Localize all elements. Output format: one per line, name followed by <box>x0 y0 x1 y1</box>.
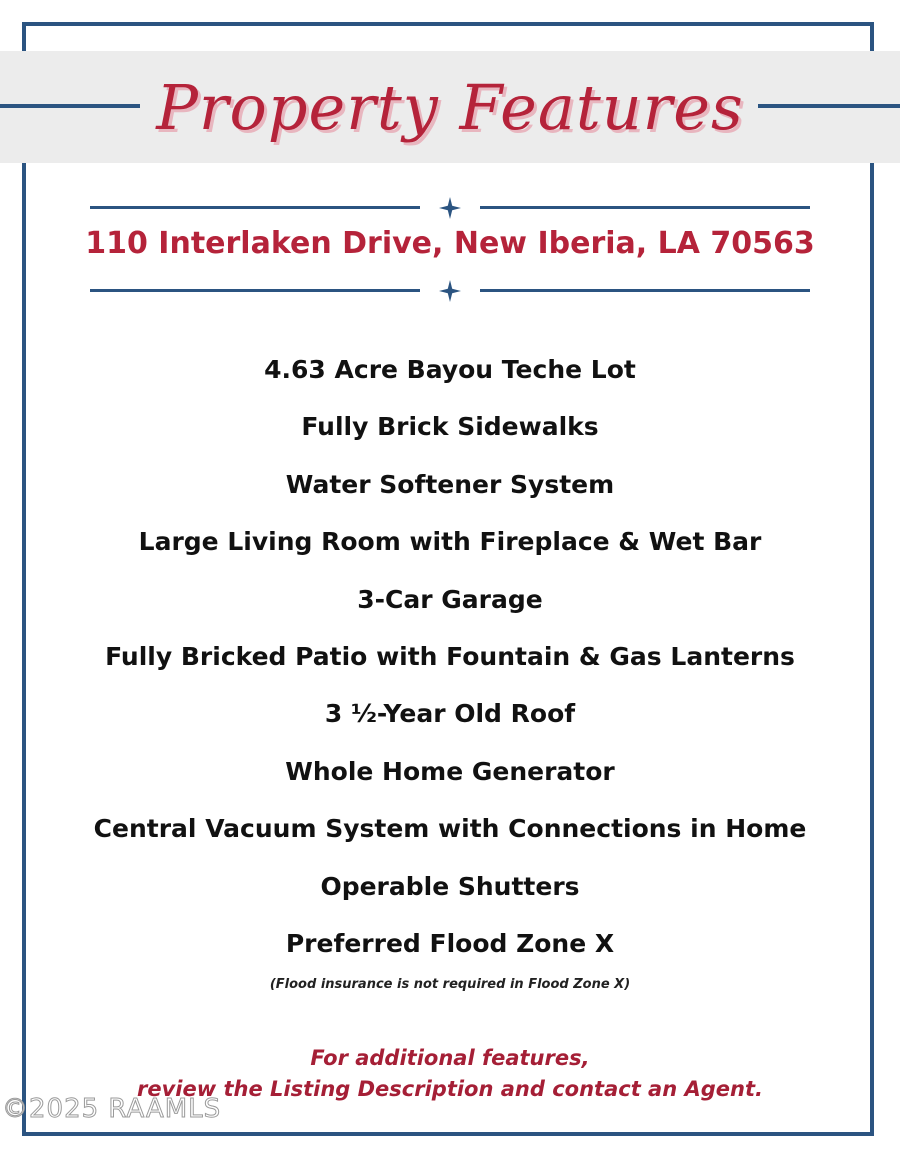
property-address: 110 Interlaken Drive, New Iberia, LA 70563 <box>85 226 815 261</box>
feature-item: Water Softener System <box>285 469 615 499</box>
feature-item: Fully Brick Sidewalks <box>301 412 599 442</box>
feature-item: Fully Bricked Patio with Fountain & Gas Lanterns <box>105 641 795 671</box>
feature-item: 3-Car Garage <box>357 584 543 614</box>
diamond-star-icon <box>439 197 461 219</box>
feature-item: 4.63 Acre Bayou Teche Lot <box>264 355 636 384</box>
feature-item: Operable Shutters <box>320 871 580 901</box>
feature-list <box>30 348 870 979</box>
cta-line-1: For additional features, <box>310 1046 590 1070</box>
divider-line <box>90 206 420 209</box>
divider-top <box>90 196 810 220</box>
divider-bottom <box>90 279 810 303</box>
feature-item: Whole Home Generator <box>285 756 615 786</box>
cta-line-2: review the Listing Description and contact an Agent. <box>137 1077 763 1101</box>
copyright-watermark: ©2025 RAAMLS <box>2 1094 222 1124</box>
flood-insurance-note: (Flood insurance is not required in Flood Zone X) <box>269 977 631 992</box>
feature-item: Large Living Room with Fireplace & Wet Bar <box>138 527 762 557</box>
diamond-star-icon <box>439 280 461 302</box>
divider-line <box>480 206 810 209</box>
feature-item: 3 ½-Year Old Roof <box>324 699 576 729</box>
feature-item: Preferred Flood Zone X <box>285 928 615 958</box>
page-title: Property Features <box>156 70 744 144</box>
divider-line <box>480 289 810 292</box>
feature-item: Central Vacuum System with Connections in Home <box>93 814 807 844</box>
divider-line <box>90 289 420 292</box>
